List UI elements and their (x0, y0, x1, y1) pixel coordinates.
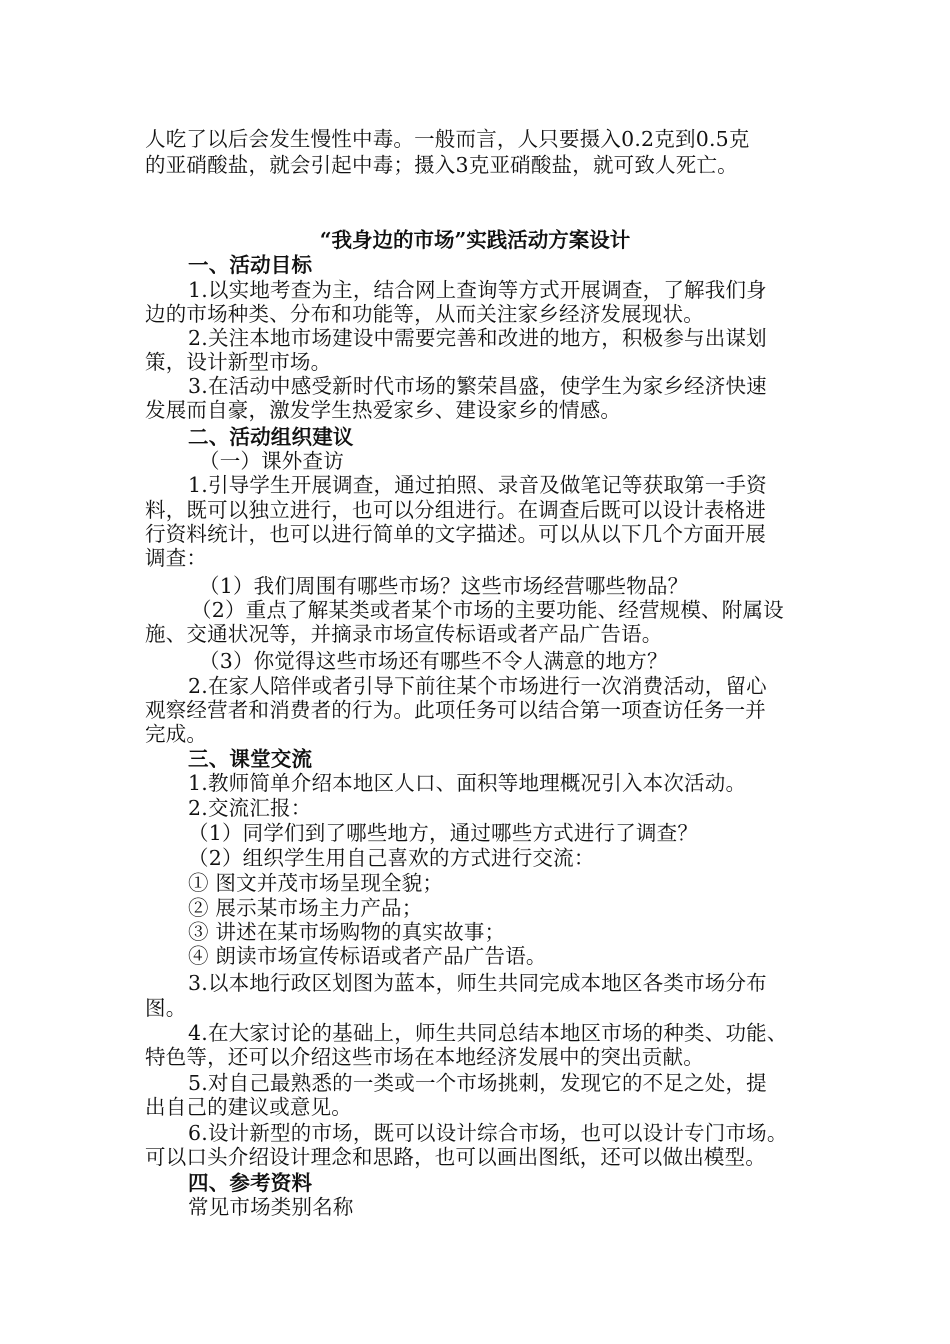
list-item: （2）重点了解某类或者某个市场的主要功能、经营规模、附属设 (191, 598, 784, 622)
paragraph-line: 调查： (145, 546, 208, 570)
paragraph-line: 5.对自己最熟悉的一类或一个市场挑刺，发现它的不足之处，提 (188, 1071, 767, 1095)
paragraph-line: 图。 (145, 996, 187, 1020)
list-item: ③ 讲述在某市场购物的真实故事； (188, 920, 506, 944)
paragraph-line: 6.设计新型的市场，既可以设计综合市场，也可以设计专门市场。 (188, 1121, 788, 1145)
list-item: ② 展示某市场主力产品； (188, 896, 423, 920)
paragraph-line: 可以口头介绍设计理念和思路，也可以画出图纸，还可以做出模型。 (145, 1145, 766, 1169)
list-item: （1）我们周围有哪些市场？这些市场经营哪些物品？ (199, 574, 689, 598)
paragraph-line: 施、交通状况等，并摘录市场宣传标语或者产品广告语。 (145, 622, 663, 646)
paragraph-line: 1.引导学生开展调查，通过拍照、录音及做笔记等获取第一手资 (188, 473, 767, 497)
paragraph-line: 3.在活动中感受新时代市场的繁荣昌盛，使学生为家乡经济快速 (188, 374, 767, 398)
paragraph-line: 3.以本地行政区划图为蓝本，师生共同完成本地区各类市场分布 (188, 971, 767, 995)
paragraph-line: 策，设计新型市场。 (145, 350, 332, 374)
list-item: （2）组织学生用自己喜欢的方式进行交流： (188, 846, 595, 870)
paragraph-line: 行资料统计，也可以进行简单的文字描述。可以从以下几个方面开展 (145, 522, 766, 546)
paragraph-line: 1.以实地考查为主，结合网上查询等方式开展调查，了解我们身 (188, 278, 767, 302)
paragraph-line: 4.在大家讨论的基础上，师生共同总结本地区市场的种类、功能、 (188, 1021, 788, 1045)
paragraph-line: 料，既可以独立进行，也可以分组进行。在调查后既可以设计表格进 (145, 498, 766, 522)
paragraph-line: 常见市场类别名称 (188, 1195, 354, 1219)
paragraph-line: 特色等，还可以介绍这些市场在本地经济发展中的突出贡献。 (145, 1045, 704, 1069)
list-item: ④ 朗读市场宣传标语或者产品广告语。 (188, 944, 547, 968)
subsection-heading: （一）课外查访 (199, 449, 344, 473)
list-item: ① 图文并茂市场呈现全貌； (188, 871, 444, 895)
paragraph-line: 2.关注本地市场建设中需要完善和改进的地方，积极参与出谋划 (188, 326, 767, 350)
section-heading-1: 一、活动目标 (188, 253, 313, 277)
paragraph-line: 完成。 (145, 722, 208, 746)
paragraph-line: 出自己的建议或意见。 (145, 1095, 352, 1119)
paragraph-line: 2.交流汇报： (188, 796, 312, 820)
list-item: （1）同学们到了哪些地方，通过哪些方式进行了调查？ (188, 821, 699, 845)
document-title: “我身边的市场”实践活动方案设计 (319, 228, 631, 252)
paragraph-line: 发展而自豪，激发学生热爱家乡、建设家乡的情感。 (145, 398, 622, 422)
paragraph-line: 2.在家人陪伴或者引导下前往某个市场进行一次消费活动，留心 (188, 674, 767, 698)
list-item: （3）你觉得这些市场还有哪些不令人满意的地方？ (199, 649, 668, 673)
paragraph-line: 1.教师简单介绍本地区人口、面积等地理概况引入本次活动。 (188, 771, 747, 795)
section-heading-4: 四、参考资料 (188, 1171, 313, 1195)
section-heading-3: 三、课堂交流 (188, 747, 313, 771)
paragraph-line: 观察经营者和消费者的行为。此项任务可以结合第一项查访任务一并 (145, 698, 766, 722)
intro-line: 的亚硝酸盐，就会引起中毒；摄入3克亚硝酸盐，就可致人死亡。 (145, 153, 738, 177)
section-heading-2: 二、活动组织建议 (188, 425, 354, 449)
paragraph-line: 边的市场种类、分布和功能等，从而关注家乡经济发展现状。 (145, 302, 704, 326)
intro-line: 人吃了以后会发生慢性中毒。一般而言，人只要摄入0.2克到0.5克 (145, 127, 750, 151)
